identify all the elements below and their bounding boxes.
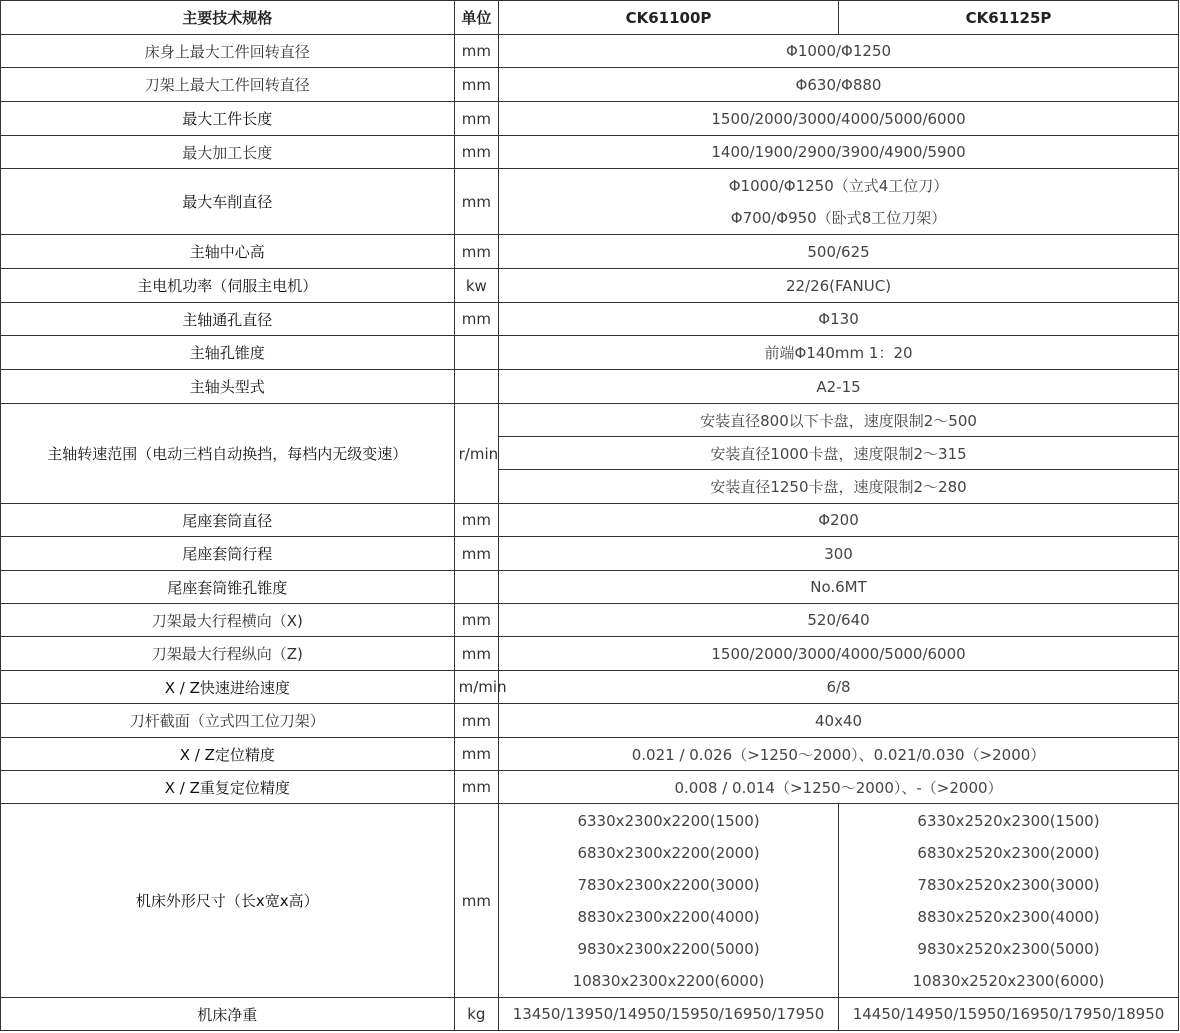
dimension-line: 9830x2300x2200(5000) <box>577 939 760 958</box>
table-row <box>1 336 1179 370</box>
dimensions-model-b <box>839 804 1179 998</box>
row-value: 0.021 / 0.026（>1250～2000）、0.021/0.030（>2000） <box>499 738 1179 771</box>
row-label: 尾座套筒锥孔锥度 <box>1 571 455 604</box>
weight-model-a: 13450/13950/14950/15950/16950/17950 <box>499 998 839 1031</box>
header-unit: 单位 <box>454 1 498 35</box>
weight-model-b: 14450/14950/15950/16950/17950/18950 <box>839 998 1179 1031</box>
table-row <box>1 604 1179 637</box>
row-value: 1400/1900/2900/3900/4900/5900 <box>499 136 1179 169</box>
table-row <box>1 537 1179 571</box>
row-unit: mm <box>454 303 498 336</box>
row-unit: mm <box>454 704 498 738</box>
row-label: X / Z定位精度 <box>1 738 455 771</box>
row-label: 刀杆截面（立式四工位刀架） <box>1 704 455 738</box>
dimension-line: 10830x2300x2200(6000) <box>572 971 765 990</box>
dimension-line: 7830x2520x2300(3000) <box>917 875 1100 894</box>
row-unit <box>454 571 498 604</box>
table-row <box>1 68 1179 102</box>
dimensions-model-a <box>499 804 839 998</box>
row-unit <box>454 336 498 370</box>
row-unit: mm <box>454 804 498 998</box>
header-row <box>1 1 1179 35</box>
row-value: A2-15 <box>499 370 1179 404</box>
row-label: 最大车削直径 <box>1 169 455 235</box>
table-row <box>1 269 1179 303</box>
row-value: 520/640 <box>499 604 1179 637</box>
row-value: 安装直径1250卡盘，速度限制2～280 <box>499 470 1179 504</box>
row-value: Φ700/Φ950（卧式8工位刀架） <box>499 202 1179 235</box>
row-unit: mm <box>454 102 498 136</box>
row-label: 机床外形尺寸（长x宽x高） <box>1 804 455 998</box>
table-row <box>1 235 1179 269</box>
row-unit: mm <box>454 637 498 671</box>
row-value: 1500/2000/3000/4000/5000/6000 <box>499 637 1179 671</box>
row-label: 主轴中心高 <box>1 235 455 269</box>
table-row <box>1 404 1179 437</box>
row-label: 刀架上最大工件回转直径 <box>1 68 455 102</box>
row-unit: mm <box>454 504 498 537</box>
row-label: 主轴孔锥度 <box>1 336 455 370</box>
row-unit: mm <box>454 35 498 68</box>
dimension-line: 6330x2300x2200(1500) <box>577 811 760 830</box>
row-label: 刀架最大行程纵向（Z) <box>1 637 455 671</box>
row-label: 主轴通孔直径 <box>1 303 455 336</box>
dimension-line: 6330x2520x2300(1500) <box>917 811 1100 830</box>
row-unit: mm <box>454 68 498 102</box>
row-value: 安装直径1000卡盘，速度限制2～315 <box>499 437 1179 470</box>
row-unit: mm <box>454 604 498 637</box>
row-unit: m/min <box>454 671 498 704</box>
table-row <box>1 136 1179 169</box>
table-row <box>1 671 1179 704</box>
dimension-line: 6830x2300x2200(2000) <box>577 843 760 862</box>
row-value: Φ130 <box>499 303 1179 336</box>
table-row <box>1 169 1179 202</box>
row-label: 主电机功率（伺服主电机） <box>1 269 455 303</box>
row-value: Φ1000/Φ1250（立式4工位刀） <box>499 169 1179 202</box>
row-label: 尾座套筒直径 <box>1 504 455 537</box>
row-label: 床身上最大工件回转直径 <box>1 35 455 68</box>
row-value: 500/625 <box>499 235 1179 269</box>
row-unit: mm <box>454 136 498 169</box>
row-value: Φ630/Φ880 <box>499 68 1179 102</box>
row-label: X / Z重复定位精度 <box>1 771 455 804</box>
dimension-line: 6830x2520x2300(2000) <box>917 843 1100 862</box>
row-value: No.6MT <box>499 571 1179 604</box>
row-label: 机床净重 <box>1 998 455 1031</box>
table-row <box>1 504 1179 537</box>
row-unit: kg <box>454 998 498 1031</box>
header-model-a: CK61100P <box>499 1 839 35</box>
row-label: 尾座套筒行程 <box>1 537 455 571</box>
row-unit <box>454 370 498 404</box>
row-unit: mm <box>454 169 498 235</box>
row-value: 22/26(FANUC) <box>499 269 1179 303</box>
dimension-line: 7830x2300x2200(3000) <box>577 875 760 894</box>
row-value: 40x40 <box>499 704 1179 738</box>
table-row <box>1 738 1179 771</box>
table-row <box>1 998 1179 1031</box>
row-unit: kw <box>454 269 498 303</box>
row-label: 主轴头型式 <box>1 370 455 404</box>
table-row <box>1 704 1179 738</box>
table-row <box>1 102 1179 136</box>
row-value: Φ200 <box>499 504 1179 537</box>
row-label: X / Z快速进给速度 <box>1 671 455 704</box>
row-label: 刀架最大行程横向（X) <box>1 604 455 637</box>
row-value: 安装直径800以下卡盘，速度限制2～500 <box>499 404 1179 437</box>
dimension-line: 8830x2300x2200(4000) <box>577 907 760 926</box>
dimension-line: 9830x2520x2300(5000) <box>917 939 1100 958</box>
row-value: Φ1000/Φ1250 <box>499 35 1179 68</box>
header-model-b: CK61125P <box>839 1 1179 35</box>
row-value: 前端Φ140mm 1：20 <box>499 336 1179 370</box>
row-unit: mm <box>454 771 498 804</box>
row-value: 6/8 <box>499 671 1179 704</box>
table-row <box>1 571 1179 604</box>
row-label: 主轴转速范围（电动三档自动换挡，每档内无级变速） <box>1 404 455 504</box>
table-row <box>1 35 1179 68</box>
row-unit: r/min <box>454 404 498 504</box>
row-value: 300 <box>499 537 1179 571</box>
row-unit: mm <box>454 537 498 571</box>
table-row <box>1 370 1179 404</box>
table-row <box>1 804 1179 998</box>
row-label: 最大加工长度 <box>1 136 455 169</box>
dimension-line: 8830x2520x2300(4000) <box>917 907 1100 926</box>
row-value: 1500/2000/3000/4000/5000/6000 <box>499 102 1179 136</box>
table-row <box>1 637 1179 671</box>
dimension-line: 10830x2520x2300(6000) <box>912 971 1105 990</box>
table-row <box>1 771 1179 804</box>
row-label: 最大工件长度 <box>1 102 455 136</box>
row-value: 0.008 / 0.014（>1250～2000）、-（>2000） <box>499 771 1179 804</box>
row-unit: mm <box>454 235 498 269</box>
header-spec: 主要技术规格 <box>1 1 455 35</box>
row-unit: mm <box>454 738 498 771</box>
table-row <box>1 303 1179 336</box>
